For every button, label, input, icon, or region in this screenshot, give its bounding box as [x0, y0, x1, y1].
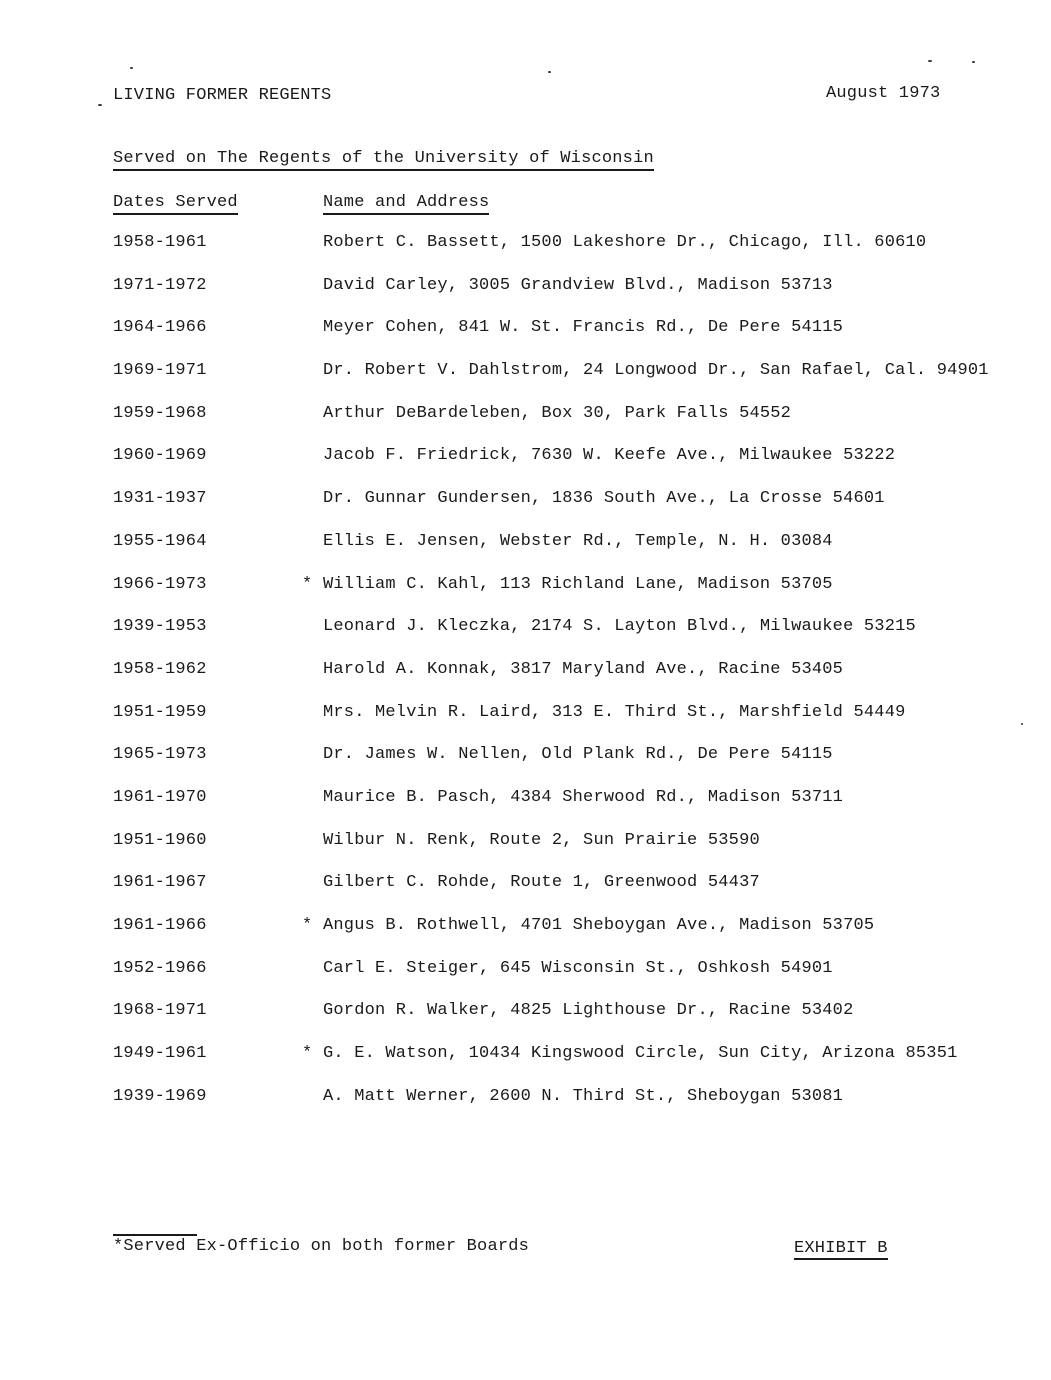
regent-row — [0, 233, 1051, 276]
scan-speck — [130, 67, 133, 69]
regent-row — [0, 404, 1051, 447]
regent-dates: 1955-1964 — [113, 531, 207, 551]
regent-name-address: A. Matt Werner, 2600 N. Third St., Sheboygan 53081 — [323, 1086, 844, 1106]
regent-dates: 1961-1970 — [113, 787, 207, 807]
regent-name-address: Jacob F. Friedrick, 7630 W. Keefe Ave., Milwaukee 53222 — [323, 446, 896, 466]
regent-dates: 1961-1967 — [113, 873, 207, 893]
regent-name-address: Ellis E. Jensen, Webster Rd., Temple, N. H. 03084 — [323, 531, 833, 551]
regent-name-address: William C. Kahl, 113 Richland Lane, Madison 53705 — [323, 574, 833, 594]
ex-officio-marker: * — [302, 574, 313, 594]
regent-row — [0, 1001, 1051, 1044]
regent-row — [0, 489, 1051, 532]
regent-row — [0, 788, 1051, 831]
regent-dates: 1969-1971 — [113, 361, 207, 381]
regent-dates: 1966-1973 — [113, 574, 207, 594]
regent-row — [0, 617, 1051, 660]
regent-dates: 1961-1966 — [113, 916, 207, 935]
regent-name-address: Dr. Robert V. Dahlstrom, 24 Longwood Dr., San Rafael, Cal. 94901 — [323, 361, 989, 381]
document-date: August 1973 — [826, 84, 941, 103]
regent-dates: 1951-1960 — [113, 830, 207, 850]
regent-name-address: Dr. James W. Nellen, Old Plank Rd., De Pere 54115 — [323, 745, 833, 765]
regent-row — [0, 916, 1051, 959]
column-header-name: Name and Address — [323, 193, 489, 215]
regent-row — [0, 660, 1051, 703]
regent-row — [0, 1087, 1051, 1130]
regent-dates: 1959-1968 — [113, 403, 207, 423]
regent-dates: 1949-1961 — [113, 1044, 207, 1064]
footnote-divider — [113, 1234, 197, 1236]
document-subtitle: Served on The Regents of the University of Wisconsin — [113, 149, 654, 171]
regent-dates: 1931-1937 — [113, 489, 207, 509]
regent-name-address: David Carley, 3005 Grandview Blvd., Madison 53713 — [323, 275, 833, 295]
regent-row — [0, 575, 1051, 618]
regent-row — [0, 532, 1051, 575]
regent-dates: 1964-1966 — [113, 318, 207, 338]
regent-name-address: Angus B. Rothwell, 4701 Sheboygan Ave., Madison 53705 — [323, 916, 875, 935]
ex-officio-marker: * — [302, 1044, 313, 1064]
regent-name-address: Meyer Cohen, 841 W. St. Francis Rd., De Pere 54115 — [323, 318, 844, 338]
regent-dates: 1952-1966 — [113, 958, 207, 978]
regent-dates: 1968-1971 — [113, 1001, 207, 1021]
regent-name-address: Robert C. Bassett, 1500 Lakeshore Dr., Chicago, Ill. 60610 — [323, 233, 927, 252]
regent-dates: 1960-1969 — [113, 446, 207, 466]
regent-dates: 1971-1972 — [113, 275, 207, 295]
regent-dates: 1965-1973 — [113, 745, 207, 765]
regent-name-address: G. E. Watson, 10434 Kingswood Circle, Sun City, Arizona 85351 — [323, 1044, 958, 1064]
regent-row — [0, 745, 1051, 788]
regent-row — [0, 276, 1051, 319]
regent-name-address: Dr. Gunnar Gundersen, 1836 South Ave., La Crosse 54601 — [323, 489, 885, 509]
regent-name-address: Maurice B. Pasch, 4384 Sherwood Rd., Madison 53711 — [323, 787, 844, 807]
scan-speck — [1021, 723, 1023, 725]
regent-dates: 1939-1953 — [113, 617, 207, 637]
scan-speck — [98, 104, 102, 106]
regent-list — [0, 233, 1051, 1129]
document-title: LIVING FORMER REGENTS — [113, 86, 332, 105]
regent-row — [0, 446, 1051, 489]
scan-speck — [972, 61, 975, 63]
regent-dates: 1958-1962 — [113, 659, 207, 679]
regent-row — [0, 873, 1051, 916]
regent-name-address: Gordon R. Walker, 4825 Lighthouse Dr., Racine 53402 — [323, 1001, 854, 1021]
exhibit-label: EXHIBIT B — [794, 1239, 888, 1258]
footnote: *Served Ex-Officio on both former Boards — [113, 1237, 530, 1256]
regent-name-address: Leonard J. Kleczka, 2174 S. Layton Blvd., Milwaukee 53215 — [323, 617, 916, 637]
regent-row — [0, 831, 1051, 874]
regent-name-address: Carl E. Steiger, 645 Wisconsin St., Oshkosh 54901 — [323, 958, 833, 978]
regent-name-address: Wilbur N. Renk, Route 2, Sun Prairie 53590 — [323, 830, 760, 850]
regent-dates: 1958-1961 — [113, 233, 207, 252]
regent-name-address: Arthur DeBardeleben, Box 30, Park Falls 54552 — [323, 403, 792, 423]
regent-dates: 1951-1959 — [113, 702, 207, 722]
regent-row — [0, 703, 1051, 746]
ex-officio-marker: * — [302, 916, 313, 935]
regent-name-address: Harold A. Konnak, 3817 Maryland Ave., Racine 53405 — [323, 659, 844, 679]
regent-name-address: Mrs. Melvin R. Laird, 313 E. Third St., Marshfield 54449 — [323, 702, 906, 722]
regent-row — [0, 959, 1051, 1002]
regent-dates: 1939-1969 — [113, 1086, 207, 1106]
scan-speck — [548, 71, 551, 73]
scan-speck — [928, 60, 932, 62]
regent-name-address: Gilbert C. Rohde, Route 1, Greenwood 54437 — [323, 873, 760, 893]
regent-row — [0, 318, 1051, 361]
regent-row — [0, 361, 1051, 404]
regent-row — [0, 1044, 1051, 1087]
column-header-dates: Dates Served — [113, 193, 238, 215]
